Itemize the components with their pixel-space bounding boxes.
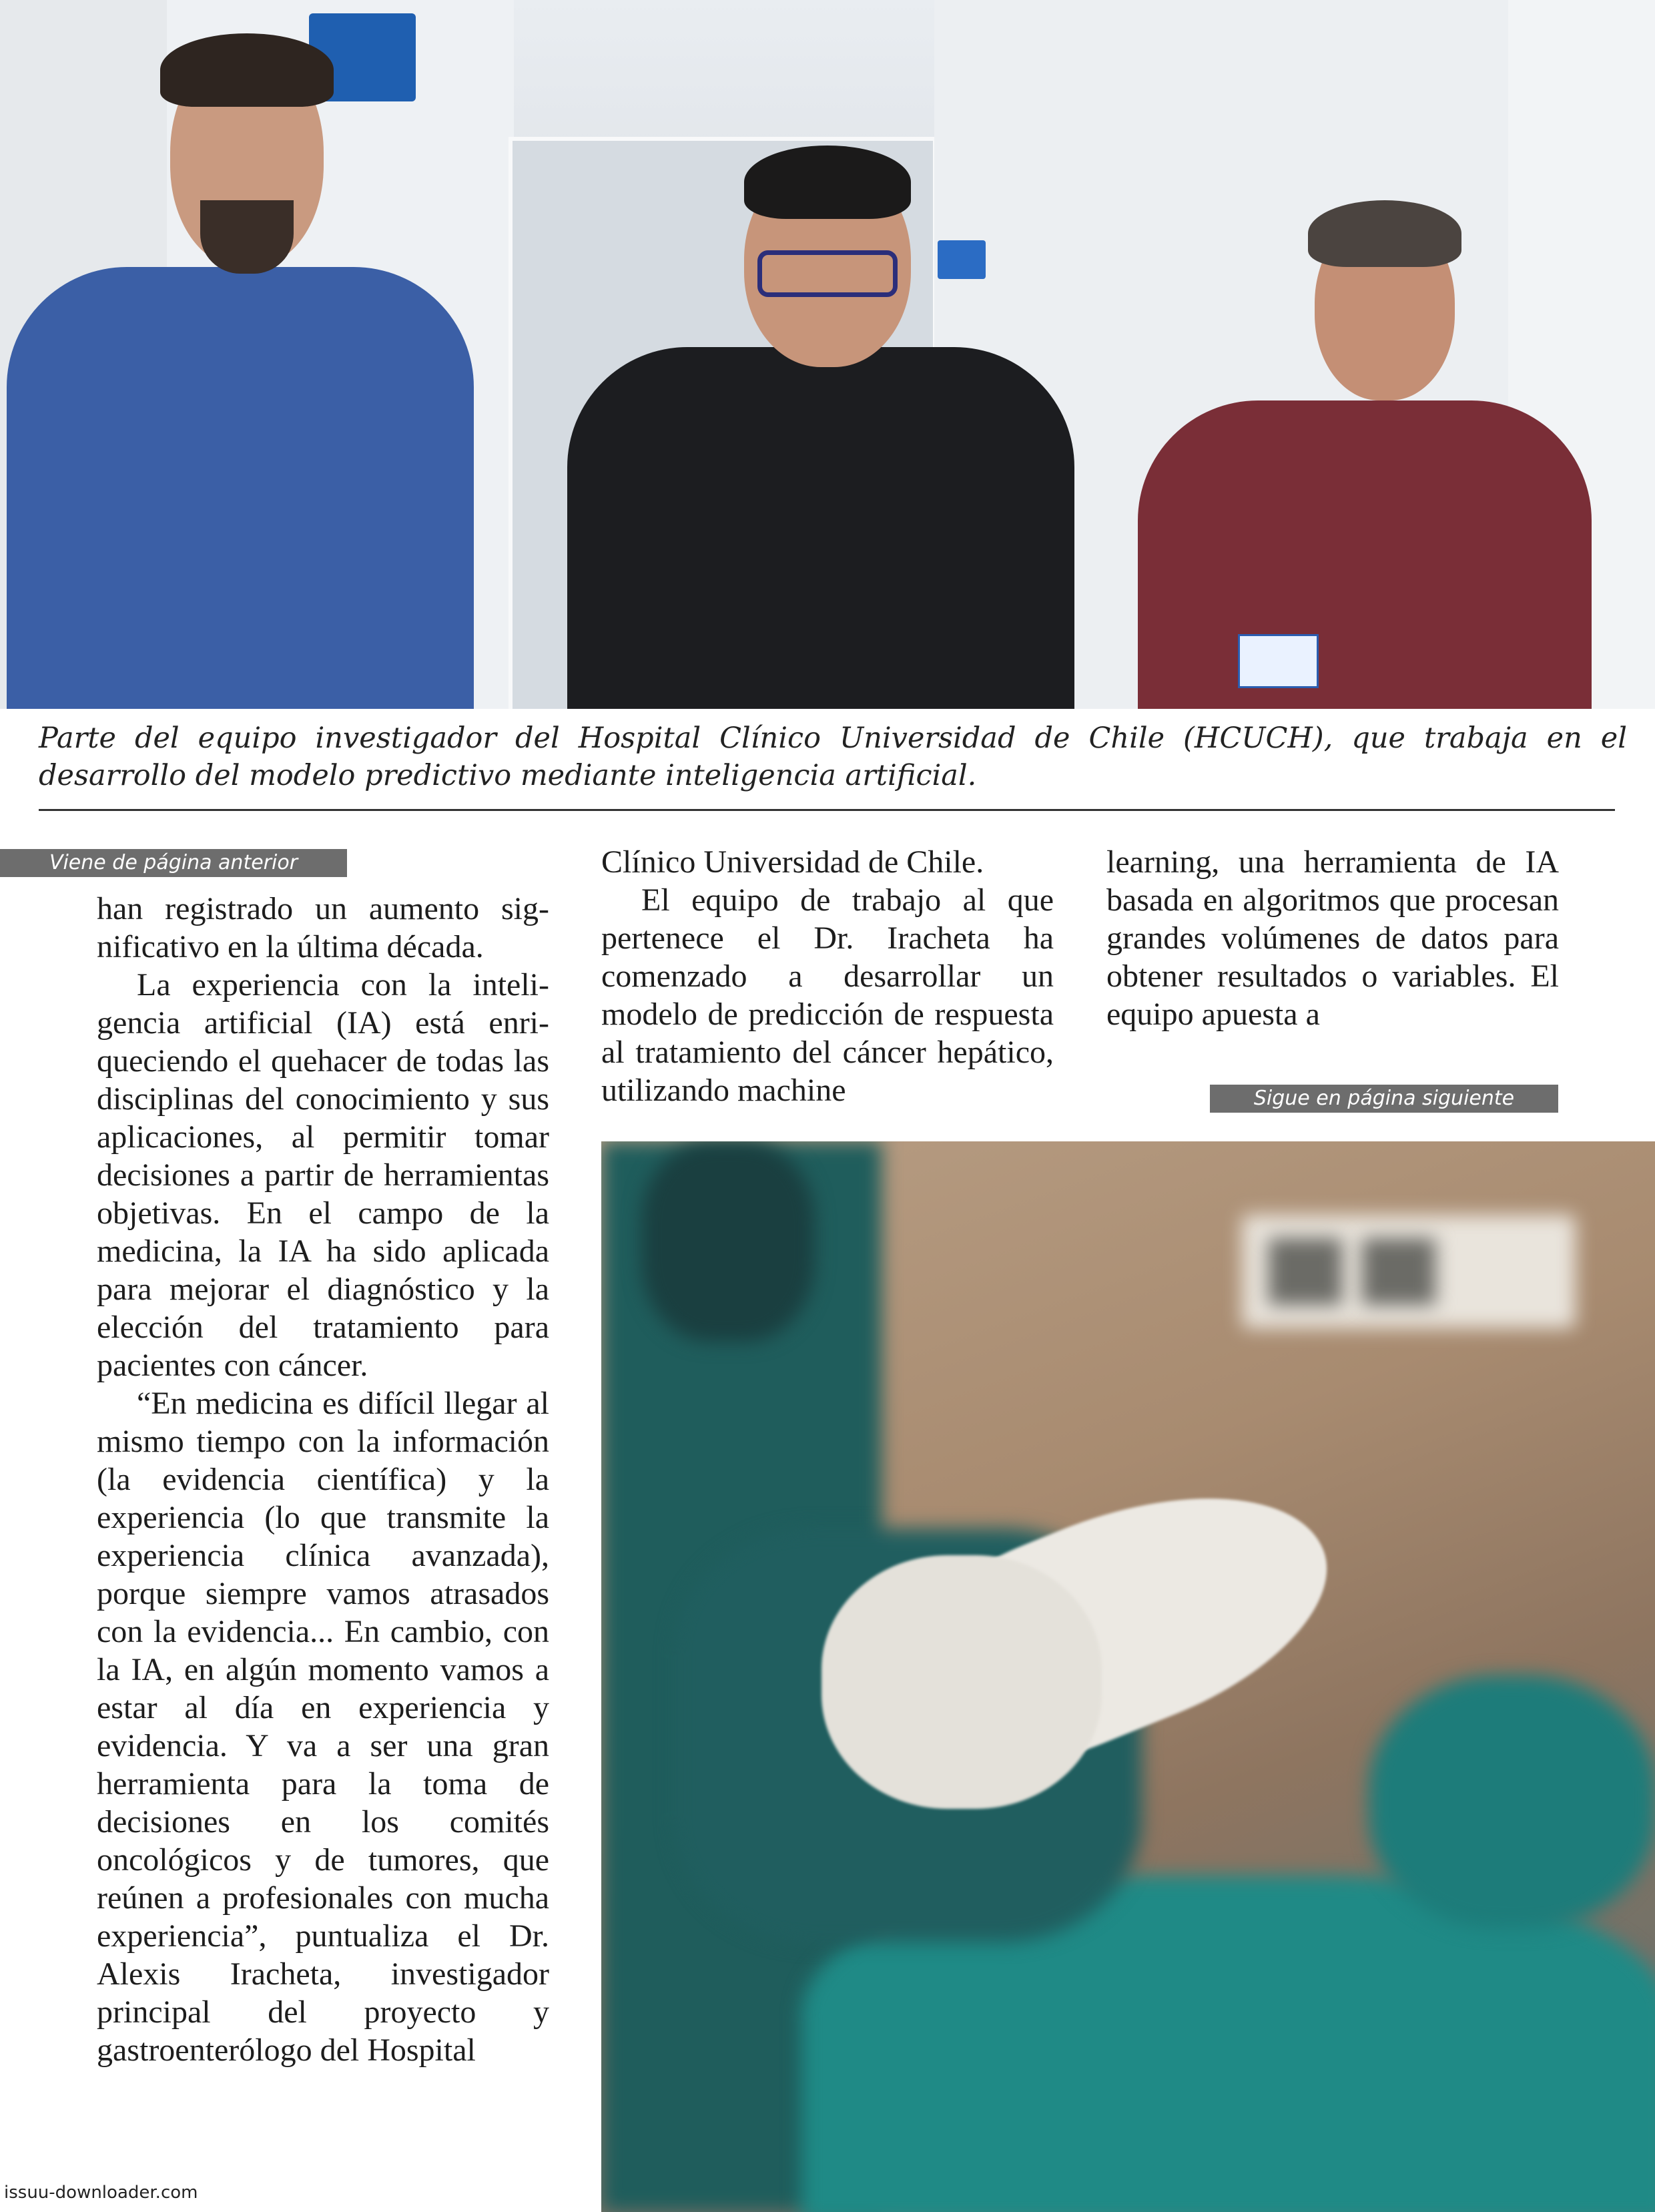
paragraph: Clínico Universidad de Chile. bbox=[601, 844, 984, 880]
continued-on-tag: Sigue en página siguiente bbox=[1210, 1085, 1558, 1113]
photo-caption: Parte del equipo investigador del Hospital Clínico Universidad de Chile (HCUCH), que trabaja en el desarrollo del modelo predictivo mediante inteligencia artificial. bbox=[39, 722, 1627, 792]
person-left bbox=[7, 267, 474, 709]
paragraph: “En medicina es difícil llegar al mismo tiempo con la información (la evidencia científica) y la experiencia (lo que transmite la experiencia clínica avanzada), porque siempre vamos atrasados con la evidencia... En cambio, con la IA, en algún momento vamos a estar al día en experiencia y evidencia. Y va a ser una gran herramienta para la toma de decisiones en los comités oncológicos y de tumores, que reúnen a profesionales con mucha experiencia”, puntualiza el Dr. Alexis Iracheta, investigador principal del proyecto y gastroenterólogo del Hospital bbox=[97, 1386, 549, 2068]
paragraph: La experiencia con la inteligencia artificial (IA) está enriqueciendo el quehacer de todas las disciplinas del conocimiento y sus aplicaciones, al permitir tomar decisiones a partir de herramientas objetivas. En el campo de la medicina, la IA ha sido aplicada para mejorar el diagnóstico y la elección del tratamiento para pacientes con cáncer. bbox=[97, 967, 549, 1383]
id-badge bbox=[1238, 634, 1319, 688]
glasses bbox=[757, 250, 898, 297]
team-photo bbox=[0, 0, 1655, 709]
caption-divider bbox=[39, 809, 1615, 811]
surgery-photo bbox=[601, 1141, 1655, 2212]
person-right bbox=[1138, 400, 1592, 709]
article-column-2 bbox=[601, 843, 1054, 1109]
paragraph: han registrado un aumento significativo en la última década. bbox=[97, 891, 549, 964]
gloved-hand bbox=[821, 1555, 1102, 1809]
person-center bbox=[567, 347, 1074, 709]
watermark: issuu-downloader.com bbox=[4, 2183, 198, 2203]
article-column-1 bbox=[97, 890, 549, 2069]
article-column-3 bbox=[1106, 843, 1559, 1033]
paragraph: learning, una herramienta de IA basada en algoritmos que procesan grandes volúmenes de datos para obtener resultados o variables. El equipo apuesta a bbox=[1106, 844, 1559, 1032]
paragraph: El equipo de trabajo al que pertenece el Dr. Iracheta ha comenzado a desarrollar un modelo de predicción de respuesta al tratamiento del cáncer hepático, utilizando machine bbox=[601, 882, 1054, 1108]
continued-from-tag: Viene de página anterior bbox=[0, 849, 347, 877]
